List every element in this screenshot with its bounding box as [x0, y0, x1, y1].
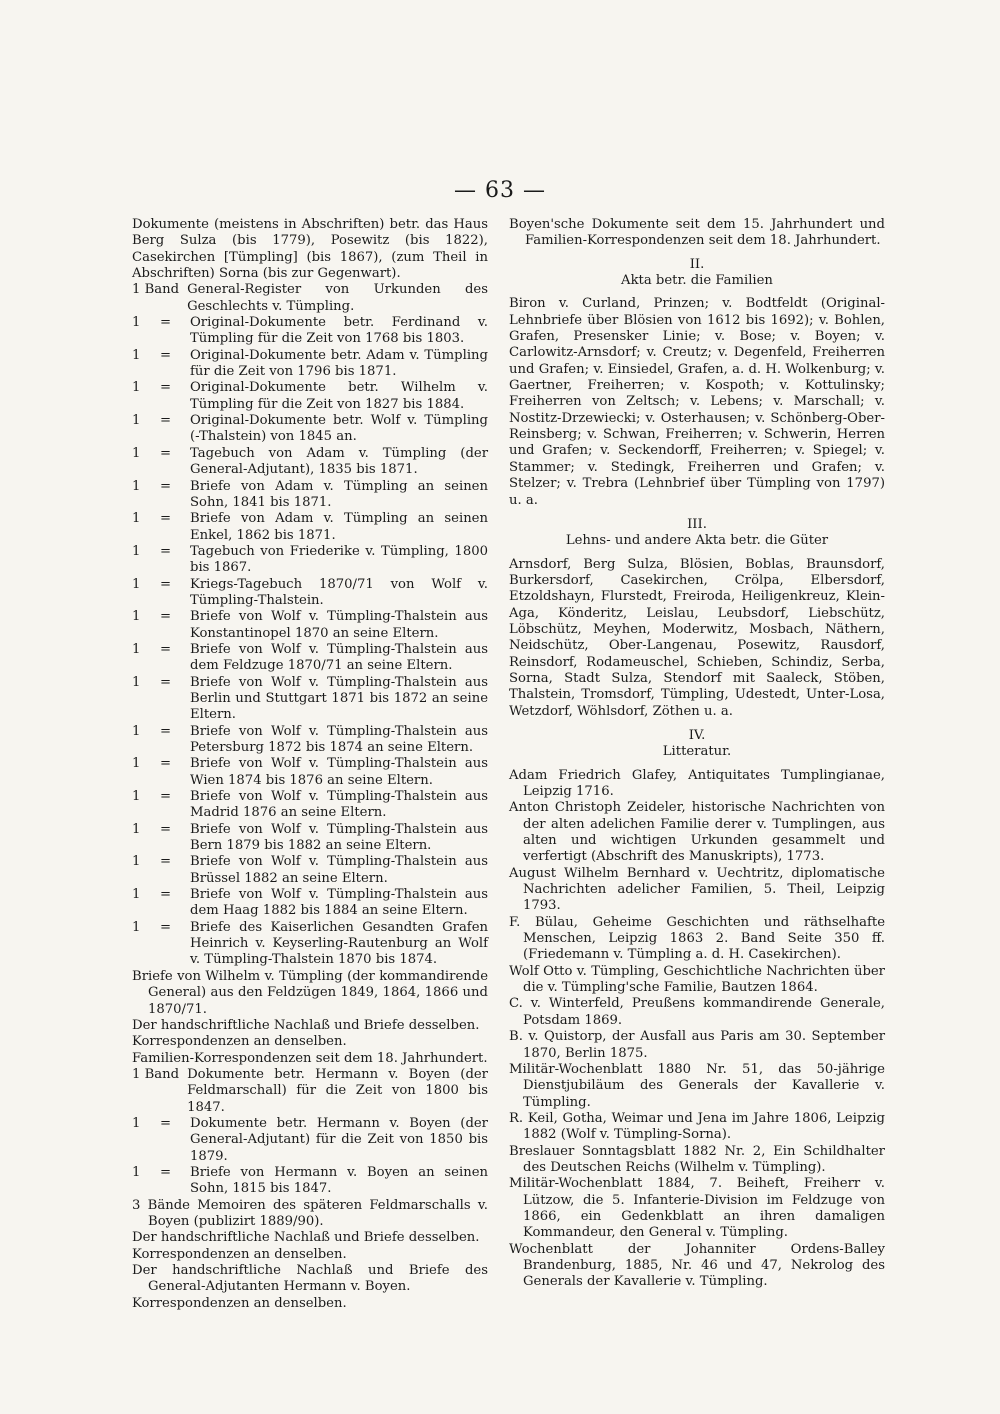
- item-mark: =: [160, 315, 172, 331]
- nachlass-line: Der handschriftliche Nachlaß und Briefe desselben.: [132, 1017, 480, 1033]
- item-text: Briefe von Wolf v. Tümpling-Thalstein aus Wien 1874 bis 1876 an seine Eltern.: [190, 756, 488, 788]
- page-number: — 63 —: [454, 178, 546, 203]
- boyen-document-list: [132, 1116, 488, 1198]
- list-item: [132, 380, 488, 413]
- list-item: [132, 642, 488, 675]
- section-number: IV.: [688, 727, 706, 743]
- section-title: Lehns- und andere Akta betr. die Güter: [565, 533, 829, 549]
- item-mark: =: [160, 543, 172, 559]
- item-mark: =: [160, 609, 172, 625]
- item-quantity: 1: [132, 674, 141, 690]
- list-item: [132, 756, 488, 789]
- item-mark: =: [160, 756, 172, 772]
- literature-item: R. Keil, Gotha, Weimar und Jena im Jahre 1806, Leipzig 1882 (Wolf v. Tümpling-Sorna).: [509, 1110, 885, 1143]
- item-quantity: 1: [132, 576, 141, 592]
- item-mark: =: [160, 821, 172, 837]
- item-text: Briefe von Wolf v. Tümpling-Thalstein aus Bern 1879 bis 1882 an seine Eltern.: [190, 821, 488, 854]
- nachlass-line: Der handschriftliche Nachlaß und Briefe des General-Adjutanten Hermann v. Boyen.: [132, 1263, 488, 1295]
- list-item: [132, 887, 488, 920]
- left-column: [132, 217, 488, 1312]
- literature-item: Militär-Wochenblatt 1884, 7. Beiheft, Freiherr v. Lützow, die 5. Infanterie-Division im Feldzuge von 1866, ein Gedenkblatt an ihren damaligen Kommandeur, den General v. Tümpling.: [509, 1176, 885, 1241]
- korrespondenz-line: Korrespondenzen an denselben.: [132, 1295, 347, 1311]
- list-item: [132, 854, 488, 887]
- item-text: Briefe von Wolf v. Tümpling-Thalstein aus Brüssel 1882 an seine Eltern.: [190, 854, 488, 886]
- item-quantity: 1: [132, 1115, 141, 1131]
- item-quantity: 1: [132, 413, 141, 429]
- item-quantity: 1: [132, 1164, 141, 1180]
- item-text: Briefe des Kaiserlichen Gesandten Grafen Heinrich v. Keyserling-Rautenburg an Wolf v. Tümpling-Thalstein 1870 bis 1874.: [190, 919, 488, 968]
- item-quantity: 1: [132, 543, 141, 559]
- item-mark: =: [160, 413, 172, 429]
- literature-item: Adam Friedrich Glafey, Antiquitates Tumplingianae, Leipzig 1716.: [509, 767, 885, 799]
- list-item: [132, 609, 488, 642]
- item-text: Tagebuch von Adam v. Tümpling (der General-Adjutant), 1835 bis 1871.: [190, 445, 488, 478]
- item-quantity: 1: [132, 887, 141, 903]
- list-item: [132, 577, 488, 610]
- item-quantity: 1: [132, 511, 141, 527]
- list-item: [132, 446, 488, 479]
- literature-item: C. v. Winterfeld, Preußens kommandirende Generale, Potsdam 1869.: [509, 996, 885, 1028]
- item-mark: =: [160, 511, 172, 527]
- item-text: Briefe von Hermann v. Boyen an seinen Sohn, 1815 bis 1847.: [190, 1164, 488, 1197]
- briefe-wilhelm: Briefe von Wilhelm v. Tümpling (der kommandirende General) aus den Feldzügen 1849, 1864, 1866 und 1870/71.: [132, 968, 488, 1017]
- literature-item: Anton Christoph Zeideler, historische Nachrichten von der alten adelichen Familie derer v. Tumplingen, aus alten und wichtigen Urkunden gesammelt und verfertigt (Abschrift des Manuskripts), 1773.: [509, 800, 885, 865]
- list-item: [132, 544, 488, 577]
- item-mark: =: [160, 854, 172, 870]
- literature-item: Breslauer Sonntagsblatt 1882 Nr. 2, Ein Schildhalter des Deutschen Reichs (Wilhelm v. Tümpling).: [509, 1143, 885, 1175]
- item-quantity: 1 Band: [132, 282, 180, 298]
- item-quantity: 1: [132, 756, 141, 772]
- item-quantity: 1 Band: [132, 1066, 180, 1082]
- literature-item: Wochenblatt der Johanniter Ordens-Balley Brandenburg, 1885, Nr. 46 und 47, Nekrolog des Generals der Kavallerie v. Tümpling.: [509, 1241, 885, 1290]
- item-text: Briefe von Wolf v. Tümpling-Thalstein aus Berlin und Stuttgart 1871 bis 1872 an seine Eltern.: [190, 674, 488, 723]
- item-text: Dokumente betr. Hermann v. Boyen (der General-Adjutant) für die Zeit von 1850 bis 1879.: [190, 1115, 488, 1164]
- item-text: Briefe von Wolf v. Tümpling-Thalstein aus dem Feldzuge 1870/71 an seine Eltern.: [190, 641, 488, 674]
- item-text: General-Register von Urkunden des Geschlechts v. Tümpling.: [187, 282, 488, 314]
- item-mark: =: [160, 1115, 172, 1131]
- section-number: II.: [689, 256, 705, 272]
- korrespondenz-line: Korrespondenzen an denselben.: [132, 1034, 347, 1050]
- item-text: Briefe von Wolf v. Tümpling-Thalstein aus Madrid 1876 an seine Eltern.: [190, 789, 488, 821]
- item-mark: =: [160, 478, 172, 494]
- item-mark: =: [160, 347, 172, 363]
- item-text: Briefe von Adam v. Tümpling an seinen Sohn, 1841 bis 1871.: [190, 478, 488, 510]
- item-quantity: 1: [132, 478, 141, 494]
- list-item: [132, 511, 488, 544]
- item-quantity: 1: [132, 641, 141, 657]
- item-text: Briefe von Wolf v. Tümpling-Thalstein aus Petersburg 1872 bis 1874 an seine Eltern.: [190, 723, 488, 755]
- section-title: Akta betr. die Familien: [621, 273, 773, 289]
- item-quantity: 1: [132, 919, 141, 935]
- item-text: Briefe von Adam v. Tümpling an seinen Enkel, 1862 bis 1871.: [190, 511, 488, 543]
- item-mark: =: [160, 723, 172, 739]
- literature-item: B. v. Quistorp, der Ausfall aus Paris am 30. September 1870, Berlin 1875.: [509, 1029, 885, 1061]
- item-quantity: 1: [132, 315, 141, 331]
- memoiren-line: 3 Bände Memoiren des späteren Feldmarschalls v. Boyen (publizirt 1889/90).: [132, 1197, 488, 1229]
- item-mark: =: [160, 1164, 172, 1180]
- list-item: [132, 413, 488, 446]
- item-mark: =: [160, 576, 172, 592]
- list-item: [132, 348, 488, 381]
- item-quantity: 1: [132, 347, 141, 363]
- item-mark: =: [160, 445, 172, 461]
- item-mark: =: [160, 641, 172, 657]
- item-text: Original-Dokumente betr. Ferdinand v. Tümpling für die Zeit von 1768 bis 1803.: [190, 315, 488, 347]
- item-text: Briefe von Wolf v. Tümpling-Thalstein aus dem Haag 1882 bis 1884 an seine Eltern.: [190, 887, 488, 919]
- item-text: Briefe von Wolf v. Tümpling-Thalstein aus Konstantinopel 1870 an seine Eltern.: [190, 609, 488, 641]
- list-item: [132, 789, 488, 822]
- list-item: [132, 675, 488, 724]
- item-mark: =: [160, 887, 172, 903]
- section-title: Litteratur.: [662, 744, 732, 760]
- item-text: Tagebuch von Friederike v. Tümpling, 1800 bis 1867.: [190, 543, 488, 576]
- list-item: [132, 822, 488, 855]
- item-text: Original-Dokumente betr. Wolf v. Tümpling (-Thalstein) von 1845 an.: [190, 413, 488, 445]
- list-item: [132, 282, 488, 315]
- list-item: [132, 479, 488, 512]
- nachlass-line: Der handschriftliche Nachlaß und Briefe desselben.: [132, 1230, 480, 1246]
- item-text: Original-Dokumente betr. Wilhelm v. Tümpling für die Zeit von 1827 bis 1884.: [190, 380, 488, 412]
- item-text: Original-Dokumente betr. Adam v. Tümpling für die Zeit von 1796 bis 1871.: [190, 347, 488, 380]
- item-mark: =: [160, 674, 172, 690]
- item-text: Kriegs-Tagebuch 1870/71 von Wolf v. Tümpling-Thalstein.: [190, 576, 488, 608]
- families-paragraph: Biron v. Curland, Prinzen; v. Bodtfeldt (Original-Lehnbriefe über Blösien von 1612 bis 1692); v. Bohlen, Grafen, Presensker Linie; v. Bose; v. Boyen; v. Carlowitz-Arnsdorf; v. Creutz; v. Degenfeld, Freiherren und Grafen; v. Einsiedel, Grafen, a. d. H. Wolkenburg; v. Gaertner, Freiherren; v. Kospoth; v. Kottulinsky; Freiherren von Zeltsch; v. Lebens; v. Marschall; v. Nostitz-Drzewiecki; v. Osterhausen; v. Schönberg-Ober-Reinsberg; v. Schwan, Freiherren; v. Schwerin, Herren und Grafen; v. Seckendorff, Freiherren; v. Spiegel; v. Stammer; v. Stedingk, Freiherren und Grafen; v. Stelzer; v. Trebra (Lehnbrief über Tümpling von 1797) u. a.: [509, 296, 885, 508]
- section-number: III.: [687, 516, 707, 532]
- item-quantity: 1: [132, 609, 141, 625]
- item-quantity: 1: [132, 789, 141, 805]
- item-quantity: 1: [132, 723, 141, 739]
- familien-korrespondenz-line: Familien-Korrespondenzen seit dem 18. Jahrhundert.: [132, 1050, 488, 1066]
- document-list: [132, 315, 488, 969]
- list-item: [132, 1116, 488, 1165]
- right-column: [509, 217, 885, 1291]
- list-item: [132, 1067, 488, 1116]
- korrespondenz-line: Korrespondenzen an denselben.: [132, 1246, 347, 1262]
- item-quantity: 1: [132, 821, 141, 837]
- item-quantity: 1: [132, 380, 141, 396]
- intro-paragraph: Dokumente (meistens in Abschriften) betr. das Haus Berg Sulza (bis 1779), Posewitz (bis 1822), Casekirchen [Tümpling] (bis 1867), (zum Theil in Abschriften) Sorna (bis zur Gegenwart).: [132, 217, 488, 282]
- literature-item: Militär-Wochenblatt 1880 Nr. 51, das 50-jährige Dienstjubiläum des Generals der Kavallerie v. Tümpling.: [509, 1061, 885, 1110]
- boyen-documents-line: Boyen'sche Dokumente seit dem 15. Jahrhundert und Familien-Korrespondenzen seit dem 18. Jahrhundert.: [509, 217, 885, 249]
- literature-item: August Wilhelm Bernhard v. Uechtritz, diplomatische Nachrichten adelicher Familien, 5. Theil, Leipzig 1793.: [509, 865, 885, 914]
- item-mark: =: [160, 789, 172, 805]
- literature-item: Wolf Otto v. Tümpling, Geschichtliche Nachrichten über die v. Tümpling'sche Familie, Bautzen 1864.: [509, 963, 885, 996]
- list-item: [132, 724, 488, 757]
- literature-list: [509, 768, 885, 1291]
- estates-paragraph: Arnsdorf, Berg Sulza, Blösien, Boblas, Braunsdorf, Burkersdorf, Casekirchen, Crölpa, Elbersdorf, Etzoldshayn, Flurstedt, Freiroda, Heiligenkreuz, Klein-Aga, Könderitz, Leislau, Leubsdorf, Liebschütz, Löbschütz, Meyhen, Moderwitz, Mosbach, Näthern, Neidschütz, Ober-Langenau, Posewitz, Rausdorf, Reinsdorf, Rodameuschel, Schieben, Schindiz, Serba, Sorna, Stadt Sulza, Stendorf mit Saaleck, Stöben, Thalstein, Tromsdorf, Tümpling, Udestedt, Unter-Losa, Wetzdorf, Wöhlsdorf, Zöthen u. a.: [509, 556, 885, 719]
- item-mark: =: [160, 919, 172, 935]
- item-quantity: 1: [132, 445, 141, 461]
- list-item: [132, 1165, 488, 1198]
- item-text: Dokumente betr. Hermann v. Boyen (der Feldmarschall) für die Zeit von 1800 bis 1847.: [187, 1066, 488, 1115]
- list-item: [132, 920, 488, 969]
- item-quantity: 1: [132, 854, 141, 870]
- literature-item: F. Bülau, Geheime Geschichten und räthselhafte Menschen, Leipzig 1863 2. Band Seite 350 ff. (Friedemann v. Tümpling a. d. H. Casekirchen).: [509, 914, 885, 963]
- list-item: [132, 315, 488, 348]
- item-mark: =: [160, 380, 172, 396]
